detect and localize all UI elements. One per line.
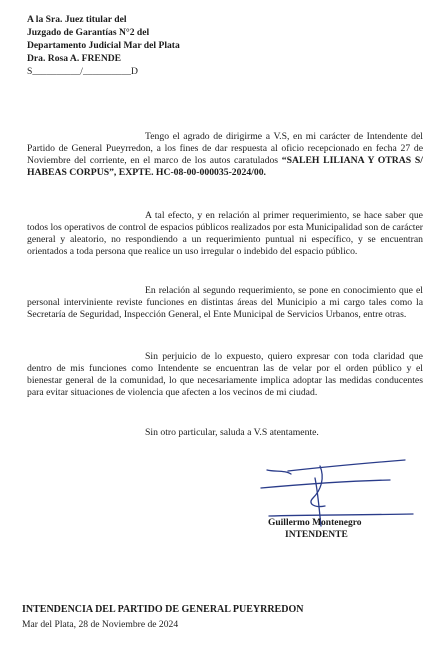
addressee-line-2: Juzgado de Garantías N°2 del	[27, 27, 150, 38]
addressee-line-1: A la Sra. Juez titular del	[27, 14, 127, 25]
paragraph-first-requirement: A tal efecto, y en relación al primer requerimiento, se hace saber que todos los operativos de control de espacios públicos realizados por esta Municipalidad son de carácter general y aleatorio, no respondiendo a un requerimiento puntual ni específico, y se encuentran orientados a toda persona que realice un uso irregular o indebido del espacio público.	[27, 210, 423, 257]
signatory-title: INTENDENTE	[285, 530, 348, 540]
footer-organization: INTENDENCIA DEL PARTIDO DE GENERAL PUEYRREDON	[22, 604, 304, 615]
addressee-line-4: Dra. Rosa A. FRENDE	[27, 53, 122, 64]
paragraph-closing: Sin otro particular, saluda a V.S atentamente.	[145, 427, 319, 438]
paragraph-introduction	[27, 131, 423, 179]
case-title: “SALEH LILIANA Y OTRAS S/ HABEAS CORPUS”, EXPTE. HC-08-00-000035-2024/00.	[27, 154, 423, 178]
paragraph-clarification: Sin perjuicio de lo expuesto, quiero expresar con toda claridad que dentro de mis funciones como Intendente se encuentran las de velar por el orden público y el bienestar general de la comunidad, lo que necesariamente implica adoptar las medidas conducentes para evitar situaciones de violencia que afecten a los vecinos de mi ciudad.	[27, 351, 423, 398]
footer-place-date: Mar del Plata, 28 de Noviembre de 2024	[22, 619, 179, 630]
reception-stamp-line: S__________/__________D	[27, 66, 138, 77]
signatory-name: Guillermo Montenegro	[268, 518, 362, 528]
paragraph-introduction-text: Tengo el agrado de dirigirme a V.S, en mi carácter de Intendente del Partido de General Pueyrredon, a los fines de dar respuesta al oficio recepcionado en fecha 27 de Noviembre del corriente, en el marco de los autos caratulados	[27, 131, 423, 166]
addressee-line-3: Departamento Judicial Mar del Plata	[27, 40, 180, 51]
paragraph-second-requirement: En relación al segundo requerimiento, se pone en conocimiento que el personal interviniente reviste funciones en distintas áreas del Municipio a mi cargo tales como la Secretaría de Seguridad, Inspección General, el Ente Municipal de Servicios Urbanos, entre otras.	[27, 285, 423, 320]
addressee-block	[27, 13, 227, 78]
